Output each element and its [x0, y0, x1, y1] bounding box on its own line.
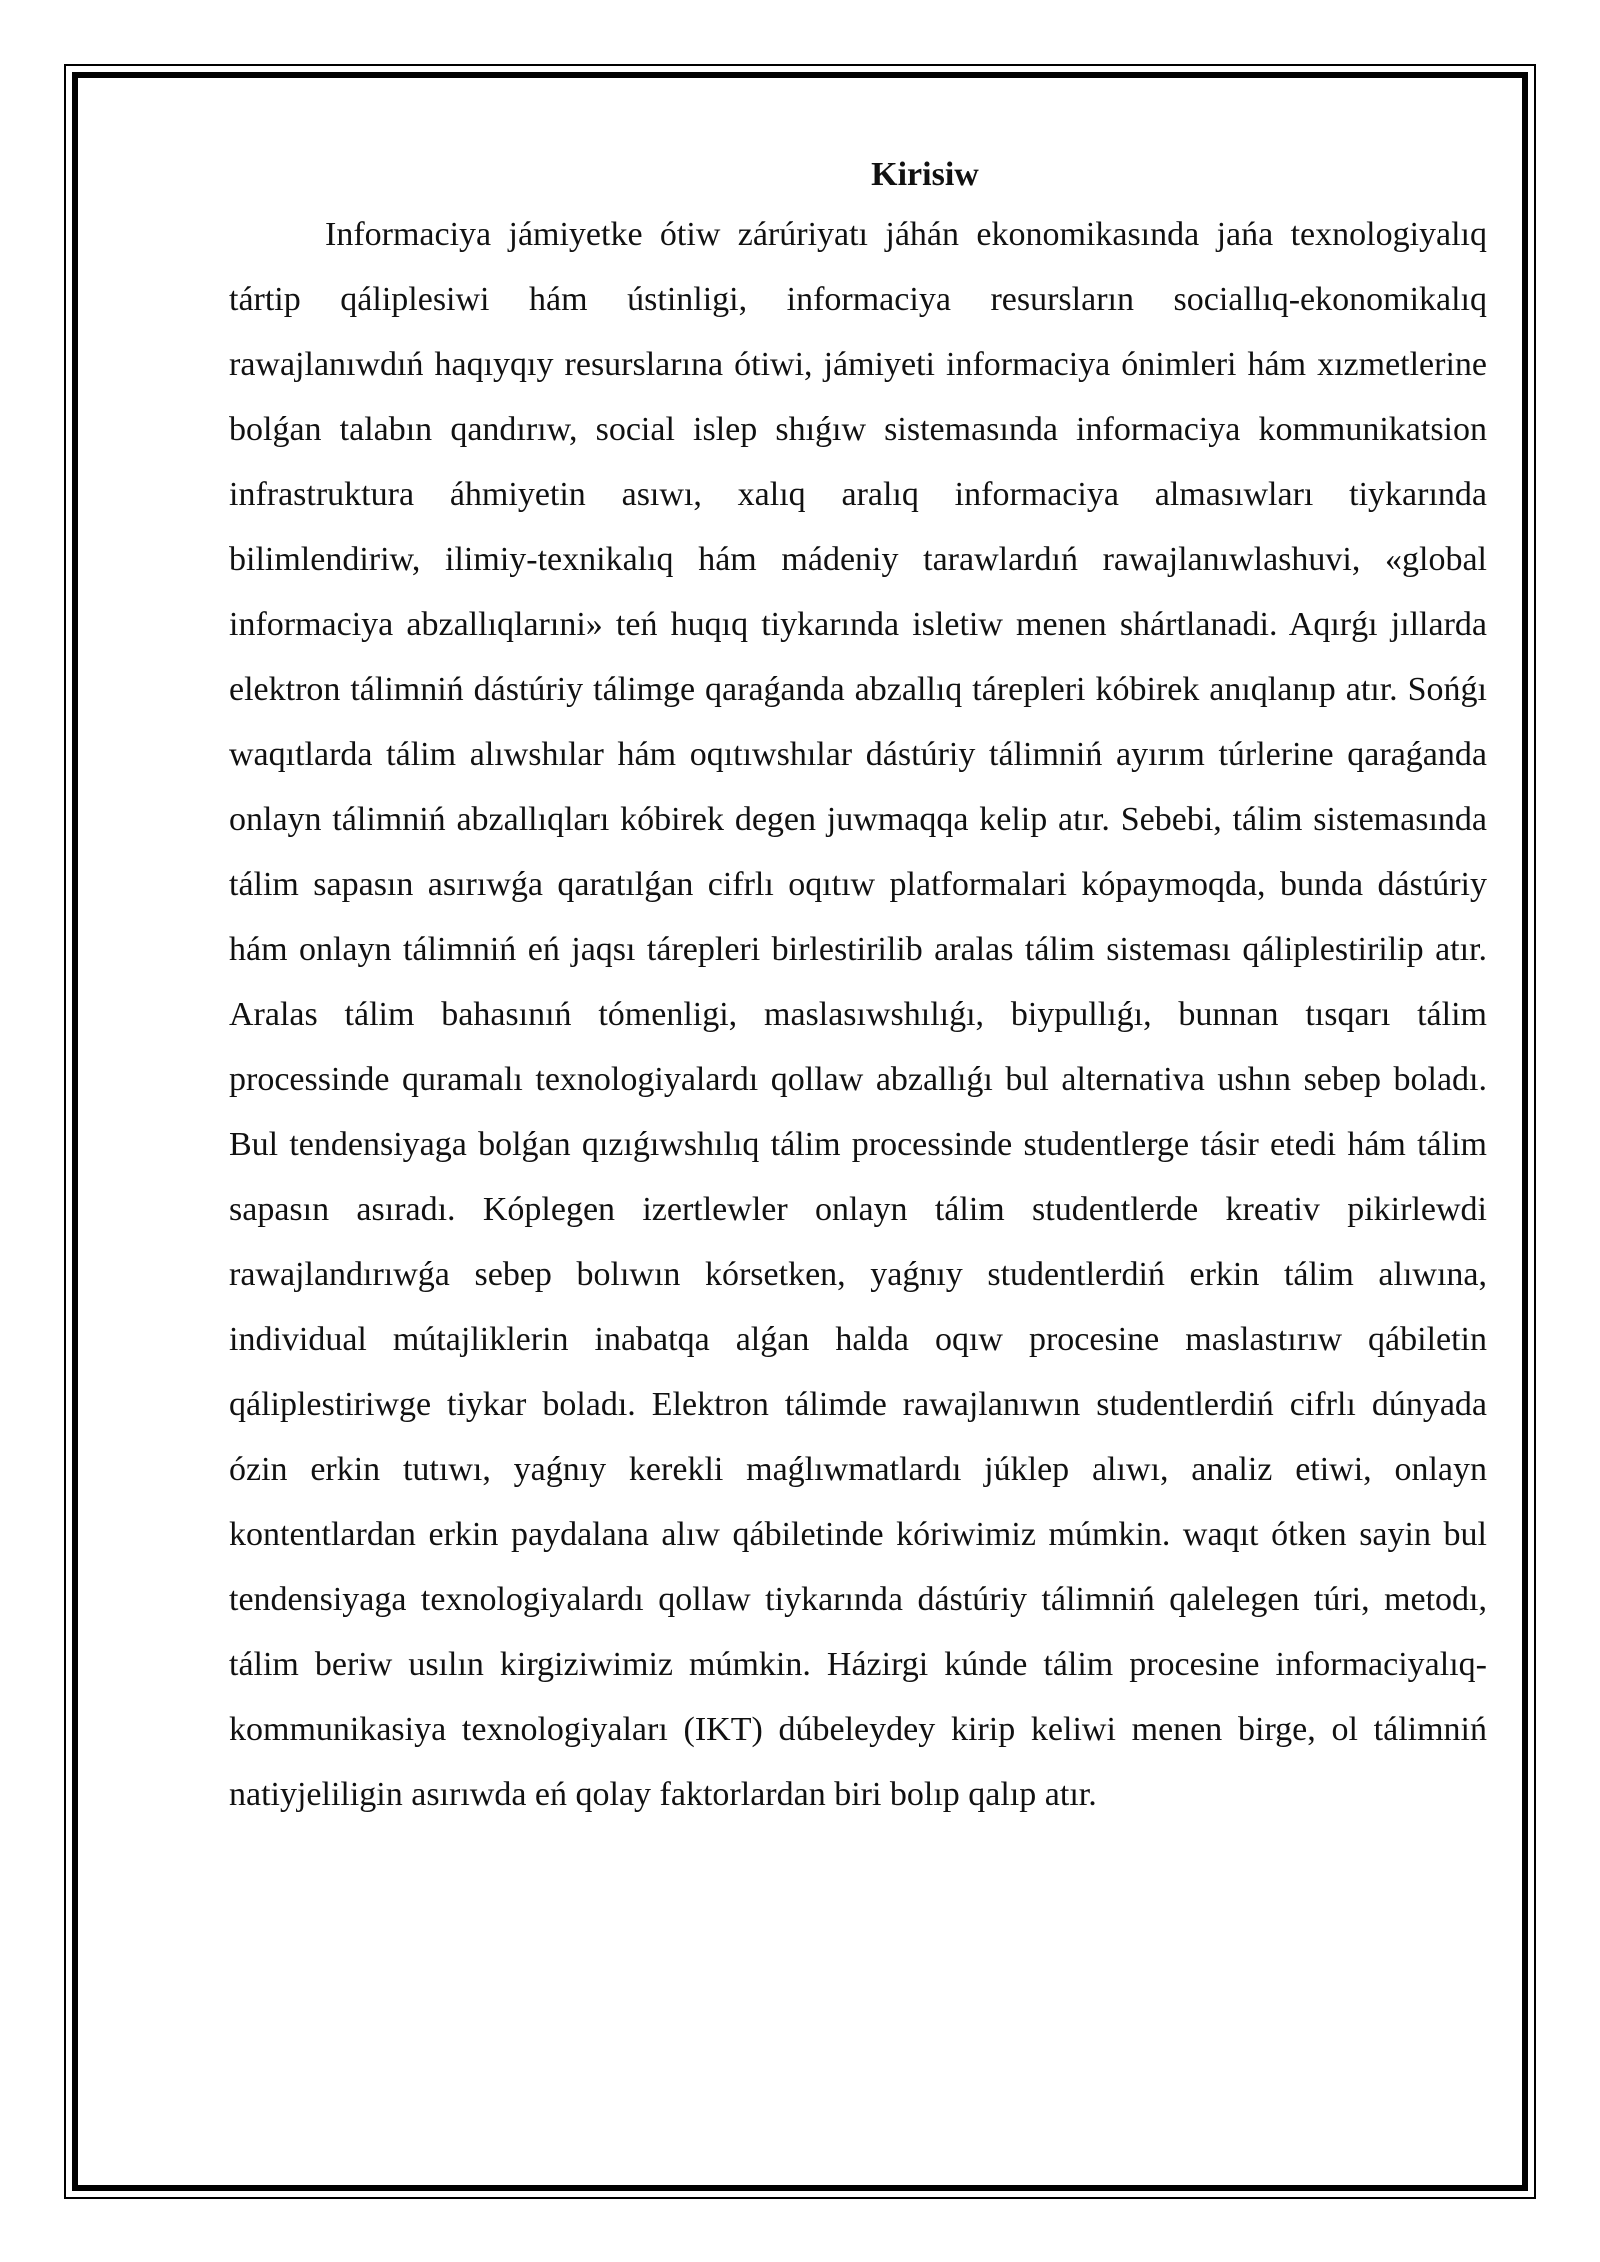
document-title: Kirisiw [871, 156, 979, 193]
body-paragraph: Informaciya jámiyetke ótiw zárúriyatı jáhán ekonomikasında jańa texnologiyalıq tártip qáliplesiwi hám ústinligi, informaciya resursların sociallıq-ekonomikalıq rawajlanıwdıń haqıyqıy resurslarına ótiwi, jámiyeti informaciya ónimleri hám xızmetlerine bolǵan talabın qandırıw, social islep shıǵıw sistemasında informaciya kommunikatsion infrastruktura áhmiyetin asıwı, xalıq aralıq informaciya almasıwları tiykarında bilimlendiriw, ilimiy-texnikalıq hám mádeniy tarawlardıń rawajlanıwlashuvi, «global informaciya abzallıqlarıni» teń huqıq tiykarında isletiw menen shártlanadi. Aqırǵı jıllarda elektron tálimniń dástúriy tálimge qaraǵanda abzallıq tárepleri kóbirek anıqlanıp atır. Sońǵı waqıtlarda tálim alıwshılar hám oqıtıwshılar dástúriy tálimniń ayırım túrlerine qaraǵanda onlayn tálimniń abzallıqları kóbirek degen juwmaqqa kelip atır. Sebebi, tálim sistemasında tálim sapasın asırıwǵa qaratılǵan cifrlı oqıtıw platformalari kópaymoqda, bunda dástúriy hám onlayn tálimniń eń jaqsı tárepleri birlestirilib aralas tálim sisteması qáliplestirilip atır. Aralas tálim bahasınıń tómenligi, maslasıwshılıǵı, biypullıǵı, bunnan tısqarı tálim processinde quramalı texnologiyalardı qollaw abzallıǵı bul alternativa ushın sebep boladı. Bul tendensiyaga bolǵan qızıǵıwshılıq tálim processinde studentlerge tásir etedi hám tálim sapasın asıradı. Kóplegen izertlewler onlayn tálim studentlerde kreativ pikirlewdi rawajlandırıwǵa sebep bolıwın kórsetken, yaǵnıy studentlerdiń erkin tálim alıwına, individual mútajliklerin inabatqa alǵan halda oqıw procesine maslastırıw qábiletin qáliplestiriwge tiykar boladı. Elektron tálimde rawajlanıwın studentlerdiń cifrlı dúnyada ózin erkin tutıwı, yaǵnıy kerekli maǵlıwmatlardı júklep alıwı, analiz etiwi, onlayn kontentlardan erkin paydalana alıw qábiletinde kóriwimiz múmkin. waqıt ótken sayin bul tendensiyaga texnologiyalardı qollaw tiykarında dástúriy tálimniń qalelegen túri, metodı, tálim beriw usılın kirgiziwimiz múmkin. Házirgi kúnde tálim procesine informaciyalıq-kommunikasiya texnologiyaları (IKT) dúbeleydey kirip keliwi menen birge, ol tálimniń natiyjeliligin asırıwda eń qolay faktorlardan biri bolıp qalıp atır. [229, 216, 1487, 1813]
document-content [229, 148, 1487, 1827]
